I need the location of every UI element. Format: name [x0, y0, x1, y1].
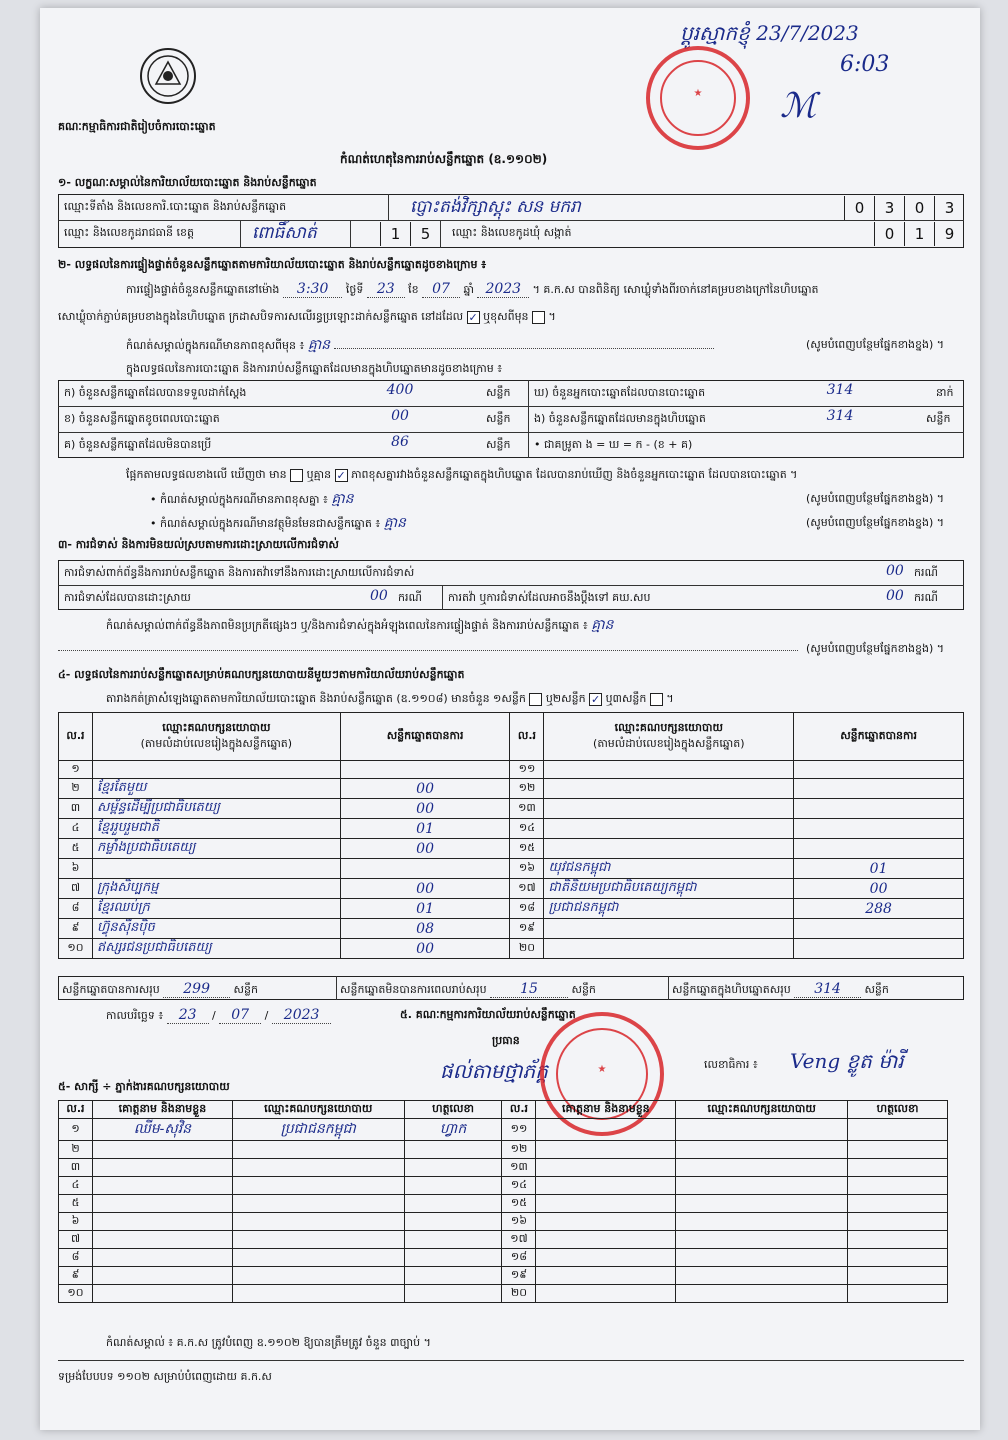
col-no: ល.រ	[59, 713, 93, 761]
commune-digit: 1	[904, 222, 934, 246]
party-votes: 08	[340, 919, 510, 939]
objection-row1-label: ការជំទាស់ពាក់ព័ន្ធនឹងការរាប់សន្លឹកឆ្នោត និងការតវ៉ាទៅនឹងការដោះស្រាយលើការជំទាស់	[64, 566, 415, 579]
witness-no: ៧	[59, 1231, 93, 1249]
witness-no: ១៥	[502, 1195, 536, 1213]
witness-no: ៣	[59, 1159, 93, 1177]
table-row	[59, 1177, 948, 1195]
witness-party	[676, 1231, 848, 1249]
witness-signature	[848, 1285, 948, 1303]
form-code: ទម្រង់បែបបទ ១១០២ សម្រាប់បំពេញដោយ គ.ក.ស	[58, 1370, 272, 1383]
row-ngo-unit: សន្លឹក	[926, 412, 951, 425]
objection-row1-value: 00	[886, 563, 904, 579]
witness-signature	[404, 1141, 502, 1159]
party-votes: 00	[340, 799, 510, 819]
station-digit: 3	[934, 196, 964, 220]
party-votes	[794, 779, 964, 799]
witness-no: ១៨	[502, 1249, 536, 1267]
sheet-count-line: តារាងកត់ត្រាសំឡេងឆ្នោតតាមការិយាល័យបោះឆ្នោត និងរាប់សន្លឹកឆ្នោត (ឧ.១១០៨) មានចំនួន ១សន្លឹក ឬ២សន្លឹក ✓ ឬ៣សន្លឹក ។	[106, 692, 674, 706]
party-no: ៩	[59, 919, 93, 939]
table-row	[59, 1267, 948, 1285]
witness-no: ១១	[502, 1119, 536, 1141]
province-digit: 1	[380, 222, 410, 246]
witness-name	[92, 1285, 232, 1303]
verify-line-1: ការផ្ទៀងផ្ទាត់ចំនួនសន្លឹកឆ្នោតនៅម៉ោង 3:30 ថ្ងៃទី 23 ខែ 07 ឆ្នាំ 2023 ។ គ.ក.ស បានពិនិត្យ សោឃ្លុំទាំងពីរចាក់នៅគម្របខាងក្រៅនៃហិបឆ្នោត	[126, 281, 819, 297]
witness-party	[676, 1177, 848, 1195]
verify-line-2: សោឃ្លុំចាក់ភ្ជាប់គម្របខាងក្នុងនៃហិបឆ្នោត ក្រដាសបិទការសលើរន្ធប្រឡោះដាក់សន្លឹកឆ្នោត នៅដដែល ✓ ឬខុសពីមុន ។	[58, 310, 556, 324]
total-invalid: សន្លឹកឆ្នោតមិនបានការពេលរាប់សរុប 15 សន្លឹក	[340, 981, 596, 997]
table-row	[59, 839, 964, 859]
witness-party: ប្រជាជនកម្ពុជា	[232, 1119, 404, 1141]
date-day: 23	[167, 1007, 209, 1024]
case-unit-2: ករណី	[398, 591, 422, 604]
witness-name	[536, 1119, 676, 1141]
party-name	[544, 779, 794, 799]
party-no: ២	[59, 779, 93, 799]
col-votes: សន្លឹកឆ្នោតបានការ	[340, 713, 510, 761]
witness-party	[232, 1213, 404, 1231]
party-name	[544, 799, 794, 819]
party-no: ២០	[510, 939, 544, 959]
office-label: ៥. គណៈកម្មការការិយាល័យរាប់សន្លឹកឆ្នោត	[400, 1008, 576, 1021]
table-row	[59, 899, 964, 919]
total-valid-value: 299	[163, 981, 230, 998]
witness-name	[536, 1159, 676, 1177]
party-no: ១០	[59, 939, 93, 959]
party-name	[544, 819, 794, 839]
top-signature: ℳ	[780, 86, 817, 126]
party-no: ៤	[59, 819, 93, 839]
witness-name: ឈីម-សុវិន	[92, 1119, 232, 1141]
row-ngo-label: ង) ចំនួនសន្លឹកឆ្នោតដែលមានក្នុងហិបឆ្នោត	[534, 412, 706, 425]
party-votes: 288	[794, 899, 964, 919]
witness-signature	[404, 1213, 502, 1231]
fill-note-1: (សូមបំពេញបន្ថែមផ្នែកខាងខ្នង) ។	[806, 338, 945, 351]
party-name: យុវជនកម្ពុជា	[544, 859, 794, 879]
objection-row2-label: ការជំទាស់ដែលបានដោះស្រាយ	[64, 591, 191, 604]
w-col-sign: ហត្ថលេខា	[404, 1101, 502, 1119]
remark1-value: គ្មាន	[307, 337, 331, 353]
witness-signature	[404, 1177, 502, 1195]
section4-title: ៤- លទ្ធផលនៃការរាប់សន្លឹកឆ្នោតសម្រាប់គណបក្សនយោបាយនីមួយៗតាមការិយាល័យរាប់សន្លឹកឆ្នោត	[58, 668, 465, 681]
row-kha-value: 00	[391, 408, 409, 424]
commune-digit: 0	[874, 222, 904, 246]
section2-title: ២- លទ្ធផលនៃការផ្ទៀងផ្ទាត់ចំនួនសន្លឹកឆ្នោតតាមការិយាល័យបោះឆ្នោត និងរាប់សន្លឹកឆ្នោតដូចខាងក្រោម ៖	[58, 258, 487, 271]
objection-row2-value: 00	[370, 588, 388, 604]
received-time: 6:03	[840, 52, 890, 77]
row-ko-value: 86	[391, 434, 409, 450]
different-checkbox[interactable]	[532, 311, 545, 324]
w-col-name-right: គោត្តនាម និងនាមខ្លួន	[536, 1101, 676, 1119]
witness-signature	[848, 1249, 948, 1267]
witness-no: ២	[59, 1141, 93, 1159]
witness-name	[92, 1159, 232, 1177]
table-row	[59, 939, 964, 959]
witness-party	[676, 1249, 848, 1267]
party-no: ១៦	[510, 859, 544, 879]
witness-party	[676, 1267, 848, 1285]
section5-title: ៥- សាក្សី ÷ ភ្នាក់ងារគណបក្សនយោបាយ	[58, 1080, 230, 1093]
party-votes: 00	[794, 879, 964, 899]
party-no: ១៥	[510, 839, 544, 859]
remark2: • កំណត់សម្គាល់ក្នុងករណីមានភាពខុសគ្នា ៖ គ្មាន	[150, 491, 354, 507]
province-digit: 5	[410, 222, 440, 246]
row-ngo-value: 314	[826, 408, 854, 424]
party-name	[544, 839, 794, 859]
witness-party	[232, 1141, 404, 1159]
nec-emblem-icon	[140, 48, 196, 104]
row-kha-label: ខ) ចំនួនសន្លឹកឆ្នោតខូចពេលបោះឆ្នោត	[64, 412, 220, 425]
date-month: 07	[219, 1007, 261, 1024]
witness-signature	[848, 1213, 948, 1231]
section3-remark-value: គ្មាន	[591, 617, 614, 633]
witness-no: ៥	[59, 1195, 93, 1213]
w-col-sign-right: ហត្ថលេខា	[848, 1101, 948, 1119]
witness-name	[92, 1267, 232, 1285]
party-no: ៦	[59, 859, 93, 879]
party-no: ៧	[59, 879, 93, 899]
party-votes: 01	[340, 899, 510, 919]
remark2-value: គ្មាន	[331, 491, 354, 507]
station-code	[814, 196, 964, 220]
witness-party	[232, 1159, 404, 1177]
party-name: ជាតិនិយមប្រជាធិបតេយ្យកម្ពុជា	[544, 879, 794, 899]
table-row	[59, 1285, 948, 1303]
case-unit-1: ករណី	[914, 566, 938, 579]
witness-signature	[848, 1231, 948, 1249]
table-row	[59, 799, 964, 819]
witness-table	[58, 1100, 948, 1303]
table-row	[59, 1249, 948, 1267]
witness-name	[536, 1195, 676, 1213]
witness-no: ៤	[59, 1177, 93, 1195]
table-row	[59, 761, 964, 779]
table-row	[59, 1195, 948, 1213]
remark3: • កំណត់សម្គាល់ក្នុងករណីមានវត្ថុមិនមែនជាសន្លឹកឆ្នោត ៖ គ្មាន	[150, 515, 406, 531]
row-ko-label: គ) ចំនួនសន្លឹកឆ្នោតដែលមិនបានប្រើ	[64, 438, 212, 451]
secretary-signature: Veng ខ្លូត ម៉ារី	[790, 1049, 904, 1073]
formula: • ជាគម្រូតា ង = ឃ = ក - (ខ + គ)	[534, 438, 693, 451]
party-votes: 00	[340, 839, 510, 859]
witness-party	[232, 1195, 404, 1213]
col-party: ឈ្មោះគណបក្សនយោបាយ (តាមលំដាប់លេខរៀងក្នុងសន្លឹកឆ្នោត)	[92, 713, 340, 761]
witness-party	[232, 1177, 404, 1195]
party-name: កម្លាំងប្រជាធិបតេយ្យ	[92, 839, 340, 859]
witness-name	[536, 1285, 676, 1303]
footer-note: កំណត់សម្គាល់ ៖ គ.ក.ស ត្រូវបំពេញ ឧ.១១០២ ឱ្យបានត្រឹមត្រូវ ចំនួន ៣ច្បាប់ ។	[106, 1336, 431, 1349]
witness-name	[92, 1177, 232, 1195]
party-name: ប្រជាជនកម្ពុជា	[544, 899, 794, 919]
witness-party	[232, 1267, 404, 1285]
witness-party	[676, 1213, 848, 1231]
table-row	[59, 1231, 948, 1249]
witness-name	[92, 1249, 232, 1267]
party-votes	[794, 761, 964, 779]
witness-no: ៩	[59, 1267, 93, 1285]
row-kho-value: 314	[826, 382, 854, 398]
col-votes-right: សន្លឹកឆ្នោតបានការ	[794, 713, 964, 761]
witness-no: ១០	[59, 1285, 93, 1303]
witness-no: ១៩	[502, 1267, 536, 1285]
witness-party	[232, 1285, 404, 1303]
witness-name	[92, 1213, 232, 1231]
party-no: ៥	[59, 839, 93, 859]
table-row	[59, 919, 964, 939]
party-name	[544, 939, 794, 959]
table-row	[59, 1141, 948, 1159]
witness-party	[676, 1285, 848, 1303]
witness-no: ១៧	[502, 1231, 536, 1249]
party-votes: 00	[340, 879, 510, 899]
party-name	[92, 761, 340, 779]
table-row	[59, 819, 964, 839]
section1-title: ១- លក្ខណៈសម្គាល់នៃការិយាល័យបោះឆ្នោត និងរាប់សន្លឹកឆ្នោត	[58, 176, 317, 189]
result-intro: ក្នុងលទ្ធផលនៃការបោះឆ្នោត និងការរាប់សន្លឹកឆ្នោតដែលមានក្នុងហិបឆ្នោតមានដូចខាងក្រោម ៖	[126, 362, 503, 375]
party-name: ខ្មែរតែមួយ	[92, 779, 340, 799]
station-label: ឈ្មោះទីតាំង និងលេខការិ.បោះឆ្នោត និងរាប់សន្លឹកឆ្នោត	[64, 200, 287, 213]
difference-no-checkbox[interactable]: ✓	[336, 468, 346, 482]
official-seal-bottom: ★	[540, 1012, 664, 1136]
votes-table	[58, 712, 964, 959]
witness-signature	[404, 1195, 502, 1213]
witness-name	[536, 1267, 676, 1285]
party-name: ខ្មែរឈប់ក្រ	[92, 899, 340, 919]
w-col-party: ឈ្មោះគណបក្សនយោបាយ	[232, 1101, 404, 1119]
party-name	[544, 761, 794, 779]
witness-party	[232, 1249, 404, 1267]
witness-no: ១២	[502, 1141, 536, 1159]
table-row	[59, 879, 964, 899]
party-no: ៣	[59, 799, 93, 819]
section3-title: ៣- ការជំទាស់ និងការមិនយល់ស្របតាមការដោះស្រាយលើការជំទាស់	[58, 538, 339, 551]
commune-label: ឈ្មោះ និងលេខកូដឃុំ សង្កាត់	[452, 226, 572, 239]
commune-digit: 9	[934, 222, 964, 246]
difference-yes-checkbox[interactable]	[290, 469, 303, 482]
party-name: សម្ព័ន្ធដើម្បីប្រជាធិបតេយ្យ	[92, 799, 340, 819]
witness-signature	[848, 1267, 948, 1285]
witness-party	[676, 1119, 848, 1141]
witness-name	[536, 1141, 676, 1159]
remark1: កំណត់សម្គាល់ក្នុងករណីមានភាពខុសពីមុន ៖ គ្មាន	[126, 338, 714, 353]
total-box: សន្លឹកឆ្នោតក្នុងហិបឆ្នោតសរុប 314 សន្លឹក	[672, 981, 889, 997]
date-line: កាលបរិច្ឆេទ ៖ 23 / 07 / 2023	[106, 1008, 331, 1023]
witness-name	[536, 1249, 676, 1267]
party-no: ១២	[510, 779, 544, 799]
witness-signature	[404, 1159, 502, 1177]
table-row	[59, 779, 964, 799]
row-kho-unit: នាក់	[936, 386, 954, 399]
witness-name	[92, 1231, 232, 1249]
witness-name	[92, 1141, 232, 1159]
fill-note-3: (សូមបំពេញបន្ថែមផ្នែកខាងខ្នង) ។	[806, 516, 945, 529]
party-votes	[794, 939, 964, 959]
row-ka-unit: សន្លឹក	[486, 386, 511, 399]
party-votes: 00	[340, 939, 510, 959]
verify-day: 23	[367, 281, 405, 298]
party-votes: 01	[794, 859, 964, 879]
station-digit: 3	[874, 196, 904, 220]
chair-label: ប្រធាន	[492, 1034, 520, 1047]
verify-time: 3:30	[283, 281, 342, 298]
witness-signature	[404, 1249, 502, 1267]
total-box-value: 314	[794, 981, 861, 998]
difference-line: ផ្អែកតាមលទ្ធផលខាងលើ ឃើញថា មាន ឬគ្មាន ✓ ភាពខុសគ្នារវាងចំនួនសន្លឹកឆ្នោតក្នុងហិបឆ្នោត ដែលបានរាប់ឃើញ និងចំនួនអ្នកបោះឆ្នោត ដែលបានបោះឆ្នោត ។	[126, 468, 798, 482]
section3-remark: កំណត់សម្គាល់ពាក់ព័ន្ធនឹងភាពមិនប្រក្រតីផ្សេងៗ ឬ/និងការជំទាស់ក្នុងអំឡុងពេលនៃការផ្ទៀងផ្ទាត់ និងការរាប់សន្លឹកឆ្នោត ៖ គ្មាន	[106, 617, 614, 633]
station-digit: 0	[844, 196, 874, 220]
remark3-value: គ្មាន	[383, 515, 406, 531]
col-party-right: ឈ្មោះគណបក្សនយោបាយ (តាមលំដាប់លេខរៀងក្នុងសន្លឹកឆ្នោត)	[544, 713, 794, 761]
w-col-name: គោត្តនាម និងនាមខ្លួន	[92, 1101, 232, 1119]
row-kha-unit: សន្លឹក	[486, 412, 511, 425]
party-votes	[794, 839, 964, 859]
secretary-label: លេខាធិការ ៖	[704, 1058, 758, 1071]
witness-name	[536, 1213, 676, 1231]
witness-name	[536, 1231, 676, 1249]
fill-note-4: (សូមបំពេញបន្ថែមផ្នែកខាងខ្នង) ។	[806, 642, 945, 655]
witness-no: ១៦	[502, 1213, 536, 1231]
objection-row2b-value: 00	[886, 588, 904, 604]
party-no: ១៩	[510, 919, 544, 939]
witness-name	[536, 1177, 676, 1195]
station-digit: 0	[904, 196, 934, 220]
party-votes	[794, 919, 964, 939]
received-annotation: ប្តូរស្មាកខ្ញុំ 23/7/2023	[680, 21, 859, 45]
witness-signature: ហ្វ្វាក	[404, 1119, 502, 1141]
witness-signature	[848, 1195, 948, 1213]
two-sheet-checkbox[interactable]: ✓	[590, 692, 601, 706]
form-paper	[40, 8, 980, 1430]
committee-name: គណៈកម្មាធិការជាតិរៀបចំការបោះឆ្នោត	[58, 120, 216, 133]
chair-signature: ផល់តាមថ្មាភ័ក្ត	[440, 1059, 548, 1083]
verify-month: 07	[422, 281, 460, 298]
date-year: 2023	[272, 1007, 332, 1024]
witness-signature	[848, 1159, 948, 1177]
party-votes: 01	[340, 819, 510, 839]
party-votes: 00	[340, 779, 510, 799]
witness-party	[232, 1231, 404, 1249]
station-value: ប្ញោះតង់វិក្សាស្តុះ សន មករា	[410, 197, 581, 217]
total-invalid-value: 15	[490, 981, 568, 998]
form-title: កំណត់ហេតុនៃការរាប់សន្លឹកឆ្នោត (ឧ.១១០២)	[340, 152, 548, 166]
party-no: ១	[59, 761, 93, 779]
witness-no: ៨	[59, 1249, 93, 1267]
witness-party	[676, 1195, 848, 1213]
party-name: ហ៊្វុនស៊ីនប៉ិច	[92, 919, 340, 939]
party-votes	[794, 819, 964, 839]
row-ka-label: ក) ចំនួនសន្លឹកឆ្នោតដែលបានទទួលដាក់ស្តែង	[64, 386, 247, 399]
witness-signature	[404, 1285, 502, 1303]
witness-no: ១	[59, 1119, 93, 1141]
party-votes	[340, 761, 510, 779]
witness-signature	[848, 1177, 948, 1195]
total-valid: សន្លឹកឆ្នោតបានការសរុប 299 សន្លឹក	[62, 981, 258, 997]
objection-row2b-label: ការតវ៉ា ឬការជំទាស់ដែលអាចនឹងប្តឹងទៅ គឃ.សប	[448, 591, 651, 604]
w-col-no: ល.រ	[59, 1101, 93, 1119]
w-col-party-right: ឈ្មោះគណបក្សនយោបាយ	[676, 1101, 848, 1119]
party-votes	[340, 859, 510, 879]
witness-no: ៦	[59, 1213, 93, 1231]
party-no: ១១	[510, 761, 544, 779]
one-sheet-checkbox[interactable]	[529, 693, 542, 706]
official-seal-top: ★	[646, 46, 750, 150]
party-votes	[794, 799, 964, 819]
table-row	[59, 1159, 948, 1177]
row-ka-value: 400	[386, 382, 414, 398]
table-row	[59, 859, 964, 879]
party-no: ១៤	[510, 819, 544, 839]
witness-party	[676, 1159, 848, 1177]
table-row	[59, 1119, 948, 1141]
party-name: ក្រុងសិប្បកម្ម	[92, 879, 340, 899]
three-sheet-checkbox[interactable]	[650, 693, 663, 706]
w-col-no-right: ល.រ	[502, 1101, 536, 1119]
witness-no: ១៣	[502, 1159, 536, 1177]
row-ko-unit: សន្លឹក	[486, 438, 511, 451]
col-no-right: ល.រ	[510, 713, 544, 761]
party-no: ១៨	[510, 899, 544, 919]
witness-name	[92, 1195, 232, 1213]
row-kho-label: ឃ) ចំនួនអ្នកបោះឆ្នោតដែលបានបោះឆ្នោត	[534, 386, 706, 399]
witness-signature	[404, 1267, 502, 1285]
party-name	[544, 919, 794, 939]
witness-signature	[404, 1231, 502, 1249]
same-checkbox[interactable]: ✓	[468, 310, 478, 324]
verify-year: 2023	[477, 281, 529, 298]
witness-no: ១៤	[502, 1177, 536, 1195]
party-name: ខ្មែររួបរួមជាតិ	[92, 819, 340, 839]
case-unit-3: ករណី	[914, 591, 938, 604]
fill-note-2: (សូមបំពេញបន្ថែមផ្នែកខាងខ្នង) ។	[806, 492, 945, 505]
party-no: ១៣	[510, 799, 544, 819]
witness-no: ២០	[502, 1285, 536, 1303]
witness-signature	[848, 1119, 948, 1141]
witness-party	[676, 1141, 848, 1159]
province-value: ពោធិ៍សាត់	[252, 223, 317, 243]
province-label: ឈ្មោះ និងលេខកូដរាជធានី ខេត្ត	[64, 226, 194, 239]
witness-signature	[848, 1141, 948, 1159]
table-row	[59, 1213, 948, 1231]
party-name: ឥស្សរជនប្រជាធិបតេយ្យ	[92, 939, 340, 959]
party-name	[92, 859, 340, 879]
party-no: ៨	[59, 899, 93, 919]
party-no: ១៧	[510, 879, 544, 899]
